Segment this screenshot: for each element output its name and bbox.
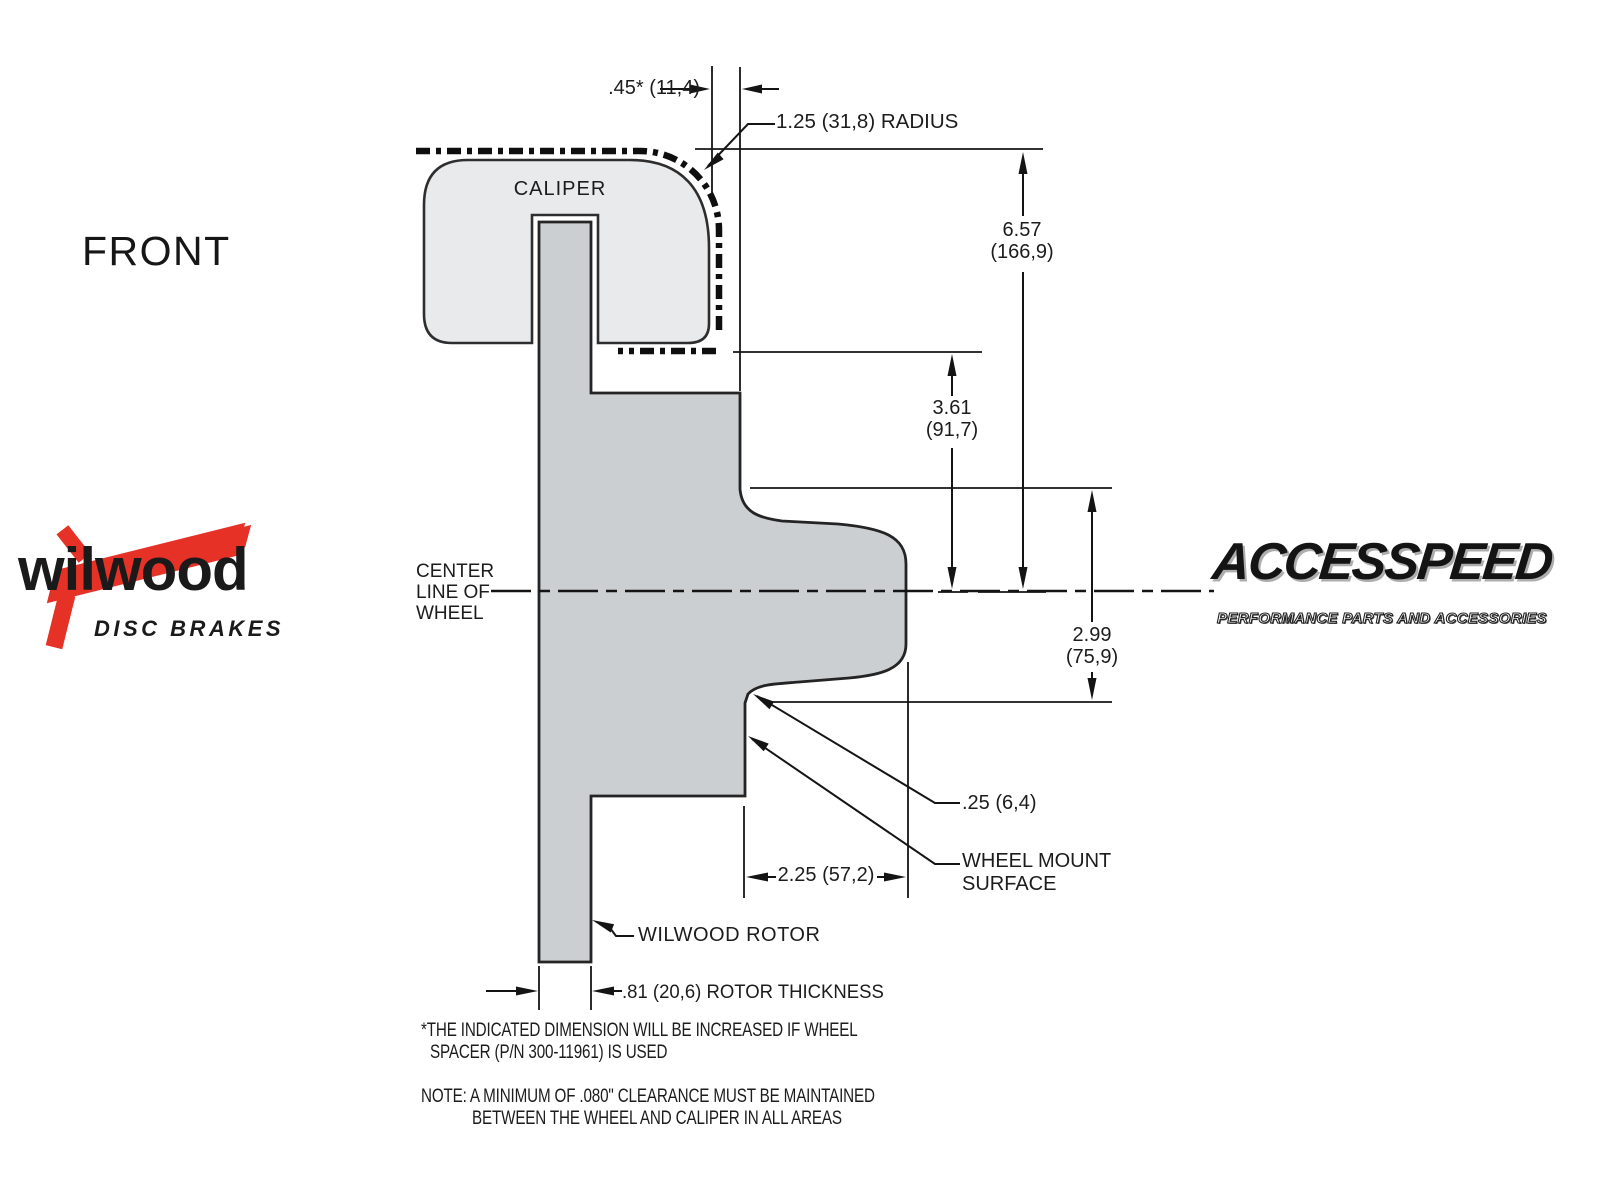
- dim-overall-height-in: 6.57: [1002, 219, 1042, 241]
- wheel-mount-surface-label: [962, 850, 1111, 895]
- accesspeed-tagline: PERFORMANCE PARTS AND ACCESSORIES: [1217, 610, 1547, 627]
- wilwood-tagline: DISC BRAKES: [94, 616, 285, 641]
- dim-caliper-offset: .45* (11,4): [608, 77, 700, 99]
- centerline-label-line1: CENTER: [416, 561, 495, 582]
- view-label: FRONT: [82, 228, 231, 274]
- centerline-label: [416, 561, 494, 624]
- dim-center-to-mount: [1028, 624, 1156, 668]
- dim-caliper-to-center-in: 3.61: [932, 397, 972, 419]
- dim-overall-height: [958, 219, 1086, 263]
- note-spacer-line1: *THE INDICATED DIMENSION WILL BE INCREASED IF WHEEL: [421, 1019, 858, 1041]
- accesspeed-wordmark: ACCESSPEED: [1209, 533, 1555, 591]
- caliper-label: CALIPER: [513, 178, 607, 200]
- dim-register-offset: .25 (6,4): [962, 792, 1037, 814]
- wheel-mount-surface-line2: SURFACE: [962, 872, 1057, 895]
- rotor-label: WILWOOD ROTOR: [638, 924, 821, 946]
- note-clearance-line2: BETWEEN THE WHEEL AND CALIPER IN ALL AREAS: [472, 1107, 842, 1129]
- centerline-label-line2: LINE OF: [416, 582, 490, 603]
- dim-register-depth: 2.25 (57,2): [777, 864, 875, 886]
- dim-caliper-to-center: [888, 397, 1016, 441]
- centerline-label-line3: WHEEL: [416, 603, 484, 624]
- dim-center-to-mount-mm: (75,9): [1065, 646, 1119, 668]
- dim-overall-height-mm: (166,9): [990, 241, 1054, 263]
- wilwood-logo: [14, 518, 324, 658]
- note-clearance-line1: NOTE: A MINIMUM OF .080" CLEARANCE MUST BE MAINTAINED: [421, 1085, 875, 1107]
- dim-center-to-mount-in: 2.99: [1072, 624, 1112, 646]
- wheel-mount-surface-line1: WHEEL MOUNT: [962, 850, 1112, 872]
- dim-rotor-thickness: .81 (20,6) ROTOR THICKNESS: [622, 981, 884, 1003]
- accesspeed-logo: [1192, 528, 1572, 638]
- note-spacer-line2: SPACER (P/N 300-11961) IS USED: [430, 1041, 668, 1063]
- wilwood-wordmark: wilwood: [18, 536, 248, 603]
- dim-radius: 1.25 (31,8) RADIUS: [776, 110, 959, 133]
- dim-caliper-to-center-mm: (91,7): [925, 419, 979, 441]
